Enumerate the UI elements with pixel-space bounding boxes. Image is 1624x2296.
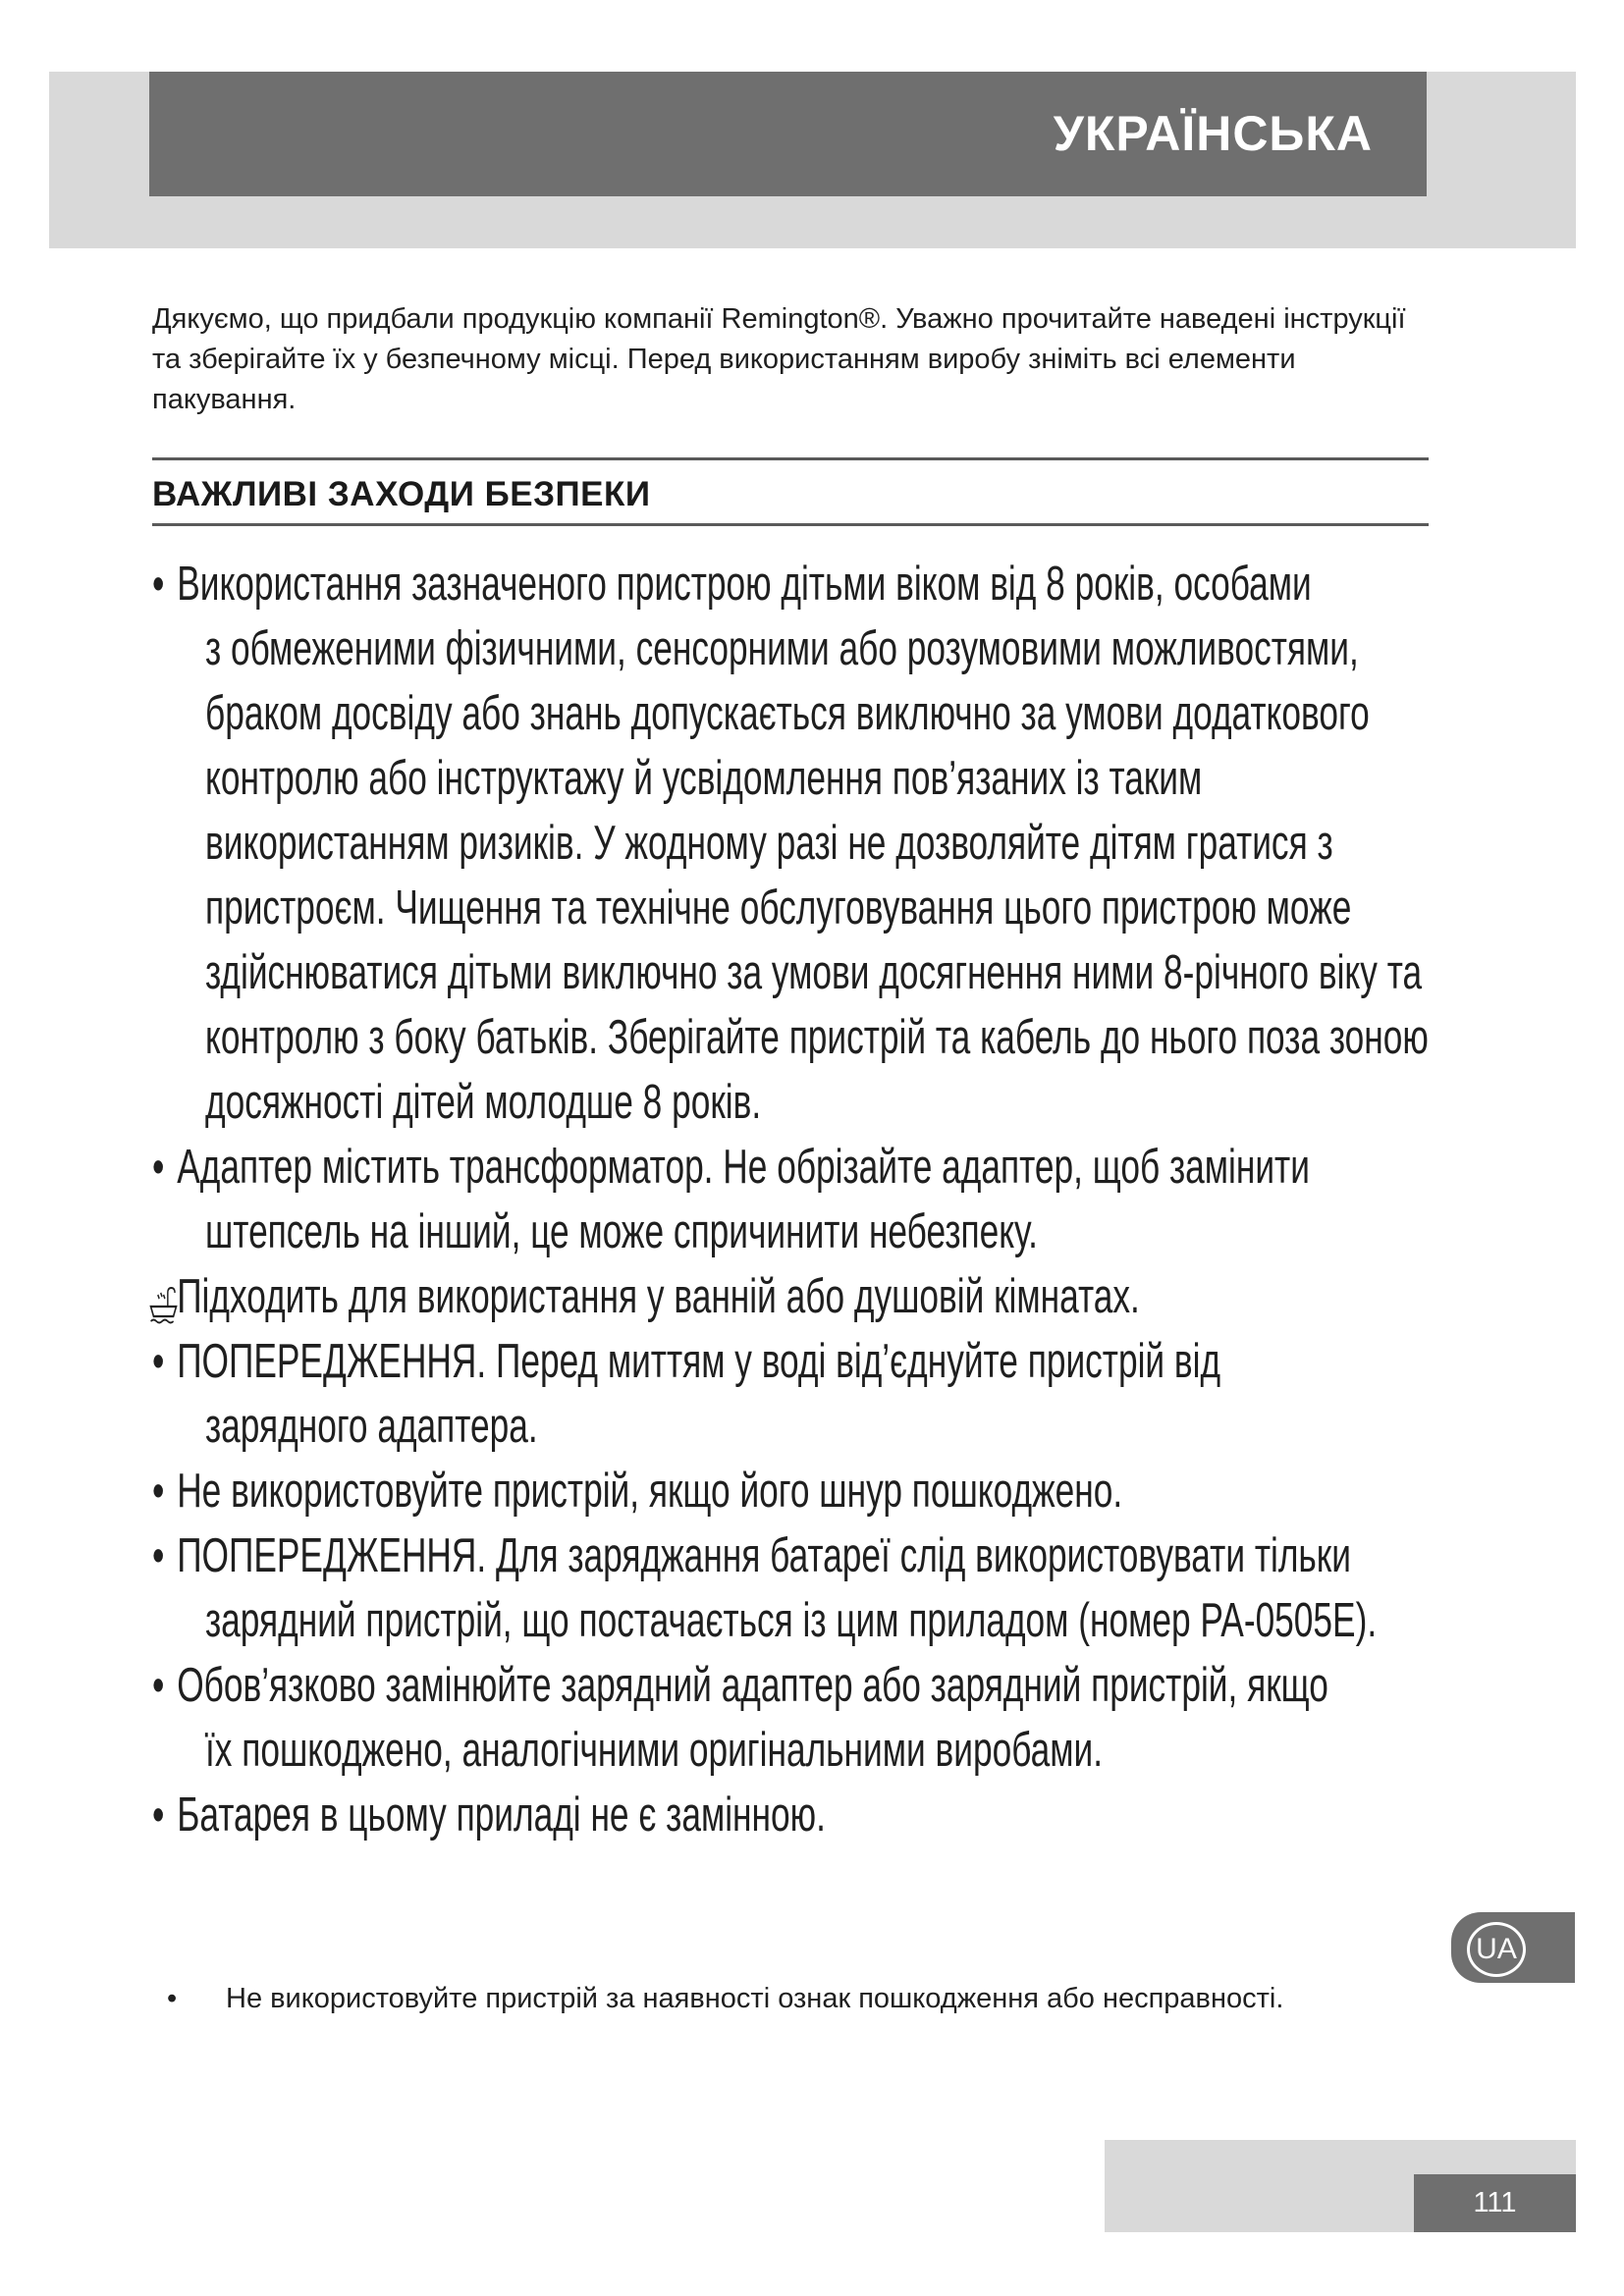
- header-bar: [149, 72, 1427, 196]
- list-item: • Батарея в цьому приладі не є замінною.: [152, 1783, 1438, 1847]
- bullet-marker: •: [152, 1789, 165, 1842]
- list-item: • ПОПЕРЕДЖЕННЯ. Перед миттям у воді від’єднуйте пристрій від зарядного адаптера.: [152, 1329, 1438, 1459]
- bullet-marker: •: [152, 1141, 165, 1194]
- bullet-marker: •: [152, 558, 165, 611]
- bullet-marker: •: [152, 1465, 165, 1518]
- list-item: • Адаптер містить трансформатор. Не обрізайте адаптер, щоб замінити штепсель на інший, це може спричинити небезпеку.: [152, 1135, 1438, 1264]
- divider-bottom: [152, 523, 1429, 526]
- bullet-marker: •: [152, 1659, 165, 1712]
- language-code: UA: [1467, 1922, 1526, 1977]
- list-item: • Не використовуйте пристрій, якщо його шнур пошкоджено.: [152, 1459, 1438, 1523]
- bullet-marker: •: [152, 1335, 165, 1388]
- safety-list: [152, 552, 1438, 1847]
- section-heading: ВАЖЛИВІ ЗАХОДИ БЕЗПЕКИ: [152, 475, 651, 513]
- list-item: • Використання зазначеного пристрою дітьми віком від 8 років, особами з обмеженими фізичними, сенсорними або розумовими можливостями, браком досвіду або знань допускається виключно за умови додаткового контролю або інструктажу й усвідомлення пов’язаних із таким використанням ризиків. У жодному разі не дозволяйте дітям гратися з пристроєм. Чищення та технічне обслуговування цього пристрою може здійснюватися дітьми виключно за умови досягнення ними 8-річного віку та контролю з боку батьків. Зберігайте пристрій та кабель до нього поза зоною досяжності дітей молодше 8 років.: [152, 552, 1438, 1135]
- divider-top: [152, 457, 1429, 460]
- list-item: • Обов’язково замінюйте зарядний адаптер або зарядний пристрій, якщо їх пошкоджено, аналогічними оригінальними виробами.: [152, 1653, 1438, 1783]
- bullet-marker: •: [152, 1529, 165, 1582]
- page-number: 111: [1414, 2174, 1576, 2232]
- language-title: УКРАЇНСЬКА: [1053, 106, 1373, 161]
- language-badge: [1451, 1912, 1575, 1983]
- list-item: Підходить для використання у ванній або душовій кімнатах.: [152, 1264, 1438, 1329]
- list-item-final: • Не використовуйте пристрій за наявності ознак пошкодження або несправності.: [152, 1979, 1468, 2018]
- bullet-marker: •: [167, 1983, 178, 2014]
- list-item: • ПОПЕРЕДЖЕННЯ. Для заряджання батареї слід використовувати тільки зарядний пристрій, що постачається із цим приладом (номер PA-0505E).: [152, 1523, 1438, 1653]
- intro-paragraph: Дякуємо, що придбали продукцію компанії Remington®. Уважно прочитайте наведені інструкції та зберігайте їх у безпечному місці. Перед використанням виробу зніміть всі елементи пакування.: [152, 303, 1406, 415]
